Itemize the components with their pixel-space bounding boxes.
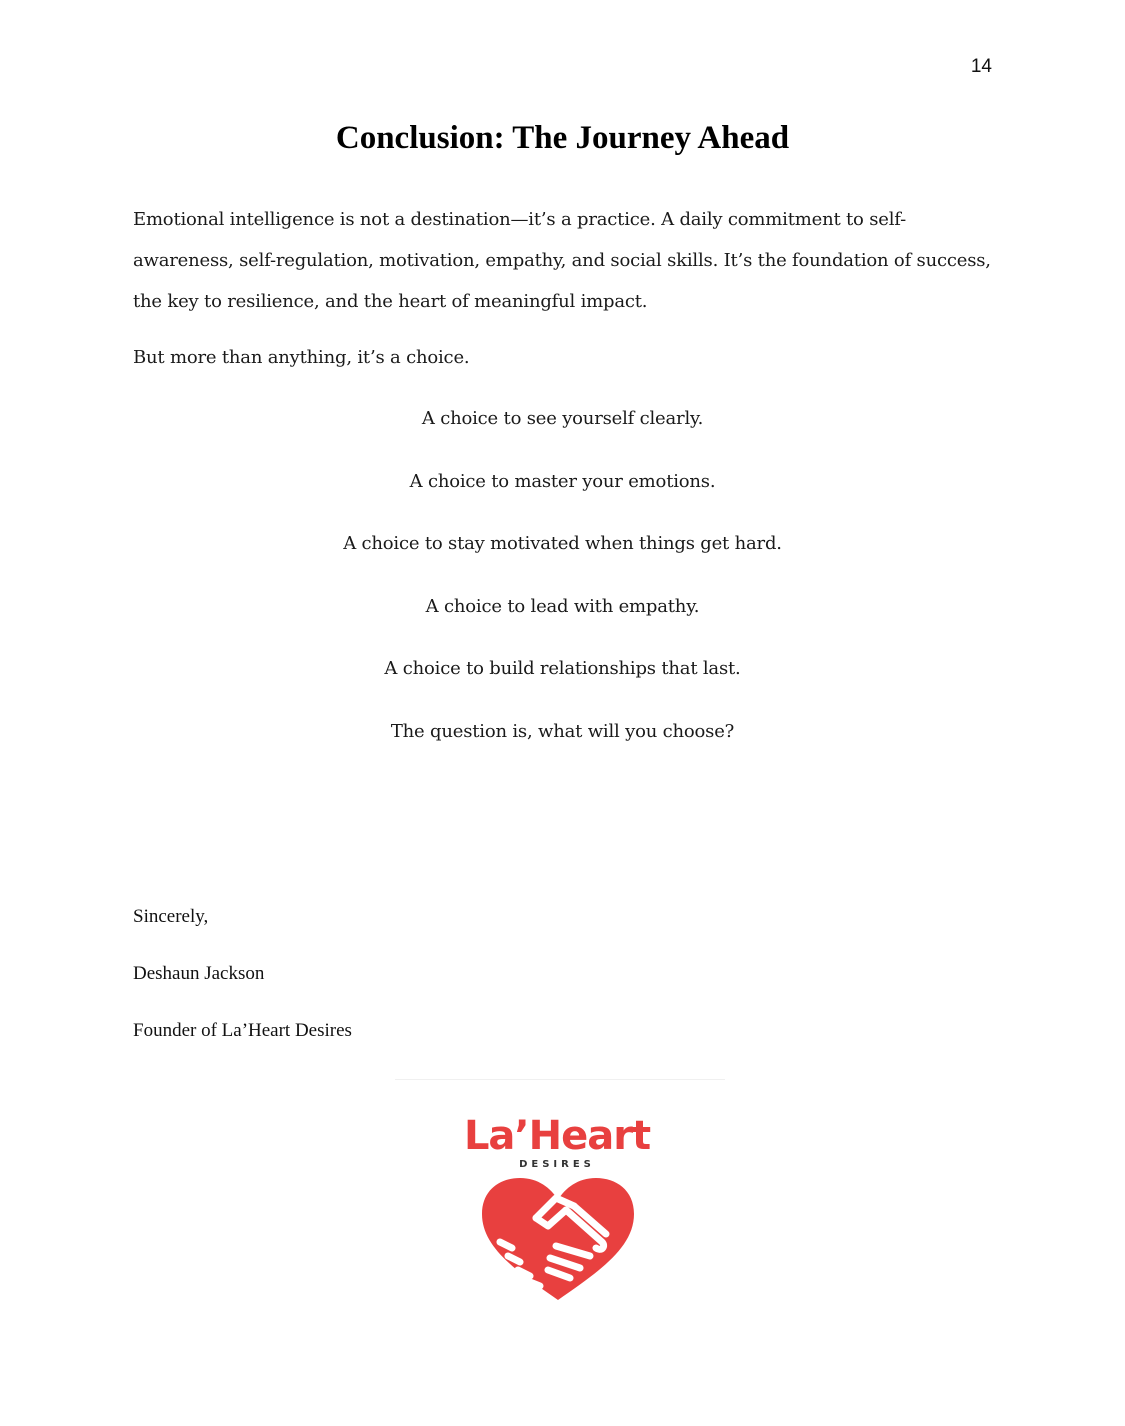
heart-handshake-icon	[478, 1176, 638, 1302]
choice-line: A choice to master your emotions.	[409, 470, 716, 492]
choice-line: A choice to stay motivated when things get hard.	[343, 533, 782, 554]
intro-paragraph: Emotional intelligence is not a destination—it’s a practice. A daily commitment to self-awareness, self-regulation, motivation, empathy, and social skills. It’s the foundation of success, the key to resilience, and the heart of meaningful impact.	[133, 209, 991, 312]
divider	[395, 1079, 725, 1080]
signoff-role: Founder of La’Heart Desires	[133, 1020, 352, 1041]
logo-subtitle: DESIRES	[519, 1159, 595, 1170]
choice-line: A choice to lead with empathy.	[425, 595, 700, 617]
brand-logo	[462, 1112, 662, 1312]
signoff-closing: Sincerely,	[133, 906, 209, 927]
signoff-name: Deshaun Jackson	[133, 963, 265, 984]
choice-paragraph: But more than anything, it’s a choice.	[133, 347, 470, 368]
choice-line: A choice to see yourself clearly.	[421, 408, 704, 429]
choices-list	[0, 404, 1125, 779]
page-title: Conclusion: The Journey Ahead	[335, 120, 790, 156]
closing-question: The question is, what will you choose?	[390, 720, 735, 742]
choice-line: A choice to build relationships that last.	[384, 658, 741, 679]
page-number: 14	[970, 56, 992, 77]
logo-name: La’Heart	[463, 1113, 651, 1159]
